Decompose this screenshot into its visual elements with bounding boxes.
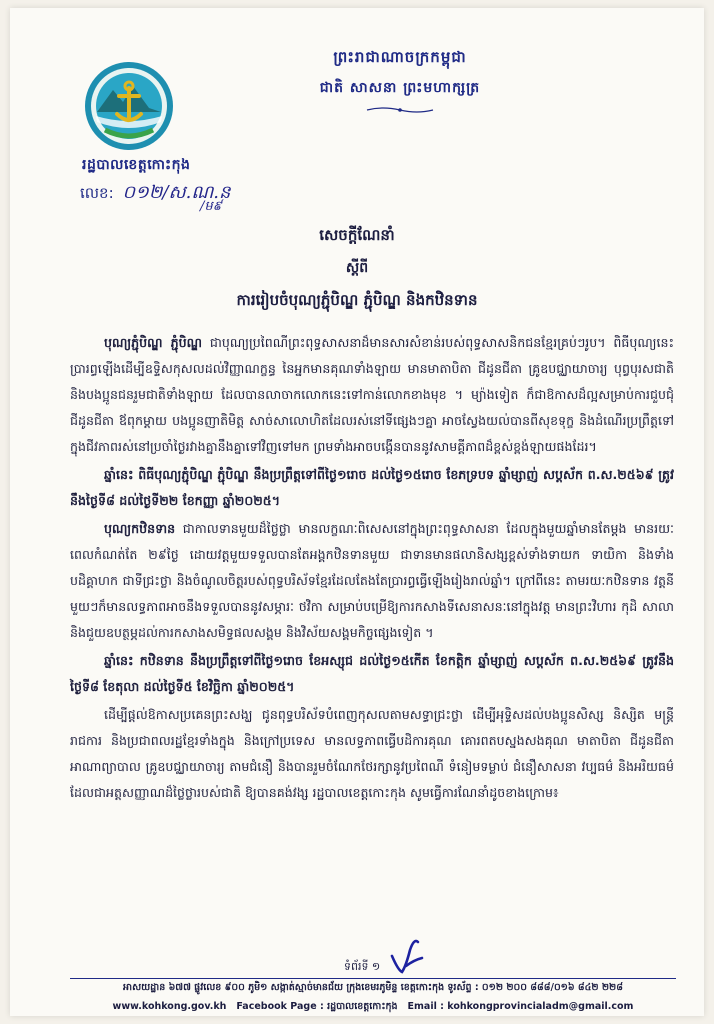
document-page [10, 8, 704, 1016]
paragraph-1-lead: បុណ្យភ្ជុំបិណ្ឌ ភ្ជុំបិណ្ឌ [104, 335, 203, 350]
administration-name: រដ្ឋបាលខេត្តកោះកុង [82, 157, 191, 173]
paragraph-5 [70, 702, 674, 806]
kingdom-header [270, 48, 530, 118]
kingdom-title: ព្រះរាជាណាចក្រកម្ពុជា [333, 48, 467, 66]
document-title [10, 226, 704, 313]
document-body [70, 330, 674, 808]
title-line-2: ស្តីពី [345, 260, 369, 276]
paragraph-4-text: កឋិនទាន នឹងប្រព្រឹត្តទៅពីថ្ងៃ១រោច ខែអស្សុជ ដល់ថ្ងៃ១៥កើត ខែកត្តិក ឆ្នាំម្សាញ់ សប្តស័ក ព.ស.២៥៦៩ ត្រូវនឹងថ្ងៃទី៨ ខែតុលា ដល់ថ្ងៃទី៥ ខែវិច្ឆិកា ឆ្នាំ២០២៥។ [70, 653, 674, 694]
paragraph-2-text: ពិធីបុណ្យភ្ជុំបិណ្ឌ ភ្ជុំបិណ្ឌ នឹងប្រព្រឹត្តទៅពីថ្ងៃ១រោច ដល់ថ្ងៃ១៥រោច ខែភទ្របទ ឆ្នាំម្សាញ់ សប្តស័ក ព.ស.២៥៦៩ ត្រូវនឹងថ្ងៃទី៨ ដល់ថ្ងៃទី២២ ខែកញ្ញា ឆ្នាំ២០២៥។ [70, 467, 674, 508]
reference-label: លេខ: [80, 184, 114, 202]
paragraph-3-lead: បុណ្យកឋិនទាន [104, 521, 176, 536]
national-motto: ជាតិ សាសនា ព្រះមហាក្សត្រ [319, 80, 481, 96]
page-number: ទំព័រទី ១ [344, 960, 381, 973]
footer-facebook-value[interactable]: រដ្ឋបាលខេត្តកោះកុង [327, 1001, 398, 1012]
paragraph-4 [70, 648, 674, 700]
paragraph-3-text: ជាកាលទានមួយដ៏ថ្លៃថ្លា មានលក្ខណៈពិសេសនៅក្នុងព្រះពុទ្ធសាសនា ដែលក្នុងមួយឆ្នាំមានតែម្តង មានរយៈពេលកំណត់តែ ២៩ថ្ងៃ ដោយវត្តមួយទទួលបានតែអង្គកឋិនទានមួយ ជាទានមានផលានិសង្សខ្ពស់ទាំងទាយក ទាយិកា និងទាំងបដិគ្គាហក ជាទីជ្រះថ្លា និងចំណូលចិត្តរបស់ពុទ្ធបរិស័ទខ្មែរដែលតែងតែប្រារព្ធធ្វើឡើងរៀងរាល់ឆ្នាំ។ ក្រៅពីនេះ តាមរយៈកឋិនទាន វត្តនីមួយៗក៏មានលទ្ធភាពអាចនឹងទទួលបាននូវសម្ភារៈ ថវិកា សម្រាប់បម្រើឱ្យការកសាងទីសេនាសនៈនៅក្នុងវត្ត មានព្រះវិហារ កុដិ សាលា និងជួយឧបត្ថម្ភដល់ការកសាងសមិទ្ធផលសង្គម និងវិស័យសង្គមកិច្ចផ្សេងទៀត ។ [70, 521, 674, 640]
paragraph-2-lead: ឆ្នាំនេះ [104, 467, 134, 482]
footer-email-value[interactable]: kohkongprovincialadm@gmail.com [447, 1001, 634, 1012]
reference-handwritten: /ម៩ [200, 199, 222, 214]
footer-contacts [70, 1000, 676, 1014]
paragraph-4-lead: ឆ្នាំនេះ [104, 653, 134, 668]
paragraph-1-text: ជាបុណ្យប្រពៃណីព្រះពុទ្ធសាសនាដ៏មានសារសំខាន់របស់ពុទ្ធសាសនិកជនខ្មែរគ្រប់ៗរូប។ ពិធីបុណ្យនេះ ប្រារព្ធឡើងដើម្បីឧទ្ទិសកុសលដល់វិញ្ញាណក្ខន្ធ នៃអ្នកមានគុណទាំងឡាយ មានមាតាបិតា ជីដូនជីតា គ្រូឧបជ្ឈាយាចារ្យ បុព្វបុរសជាតិ និងបងប្អូនជនរួមជាតិទាំងឡាយ ដែលបានលាចាកលោកនេះទៅកាន់លោកខាងមុខ ។ ម្យ៉ាងទៀត ក៏ជាឱកាសដ៏ល្អសម្រាប់ការជួបជុំជីដូនជីតា ឪពុកម្តាយ បងប្អូនញាតិមិត្ត សាច់សាលោហិតដែលរស់នៅទីផ្សេងៗគ្នា អាចស្វែងយល់បានពីសុខទុក្ខ និងដំណើរប្រព្រឹត្តទៅក្នុងជីវភាពរស់នៅប្រចាំថ្ងៃរវាងគ្នានឹងគ្នាទៅវិញទៅមក ព្រមទាំងអាចបង្កើនបាននូវសាមគ្គីភាពដ៏ខ្ពស់ខ្ពង់ឡាយផងដែរ។ [70, 335, 674, 454]
signature-initial-icon [388, 936, 428, 976]
reference-value: ០១២/ស.ណ.ន [122, 182, 231, 203]
paragraph-2 [70, 462, 674, 514]
footer-facebook-label: Facebook Page : [236, 1001, 324, 1012]
paragraph-1 [70, 330, 674, 460]
ornament-icon [365, 106, 435, 114]
footer-email-label: Email : [407, 1001, 444, 1012]
paragraph-5-text: ដើម្បីផ្តល់ឱកាសប្រគេនព្រះសង្ឃ ជូនពុទ្ធបរិស័ទបំពេញកុសលតាមសទ្ធាជ្រះថ្លា ដើម្បីអុទ្ទិសដល់បងប្អូនសិស្ស និស្សិត មន្ត្រីរាជការ និងប្រជាពលរដ្ឋខ្មែរទាំងក្នុង និងក្រៅប្រទេស មានលទ្ធភាពធ្វើបដិការគុណ គោរពតបស្នងសងគុណ មាតាបិតា ជីដូនជីតា អាណាព្យាបាល គ្រូឧបជ្ឈាយាចារ្យ តាមជំនឿ និងបានរួមចំណែកថែរក្សានូវប្រពៃណី ទំនៀមទម្លាប់ ជំនឿសាសនា វប្បធម៌ និងអរិយធម៌ ដែលជាអត្តសញ្ញាណដ៏ថ្លៃថ្លារបស់ជាតិ ឱ្យបានគង់វង្ស រដ្ឋបាលខេត្តកោះកុង សូមធ្វើការណែនាំដូចខាងក្រោម៖ [70, 707, 674, 800]
title-line-3: ការរៀបចំបុណ្យភ្ជុំបិណ្ឌ ភ្ជុំបិណ្ឌ និងកឋិនទាន [236, 291, 478, 309]
footer-divider [70, 978, 676, 979]
footer-address: អាសយដ្ឋាន ៦៧៧ ផ្លូវលេខ ៩០០ ភូមិ១ សង្កាត់ស្មាច់មានជ័យ ក្រុងខេមរភូមិន្ទ ខេត្តកោះកុង ទូរស័ព្ទ : ០១២ ២០០ ៨៨៨/០១៦ ៨៤២ ២២៨ [123, 982, 623, 993]
title-line-1: សេចក្តីណែនាំ [319, 226, 395, 244]
footer-website[interactable]: www.kohkong.gov.kh [112, 1001, 227, 1012]
provincial-emblem-icon [83, 60, 175, 152]
paragraph-3 [70, 516, 674, 646]
